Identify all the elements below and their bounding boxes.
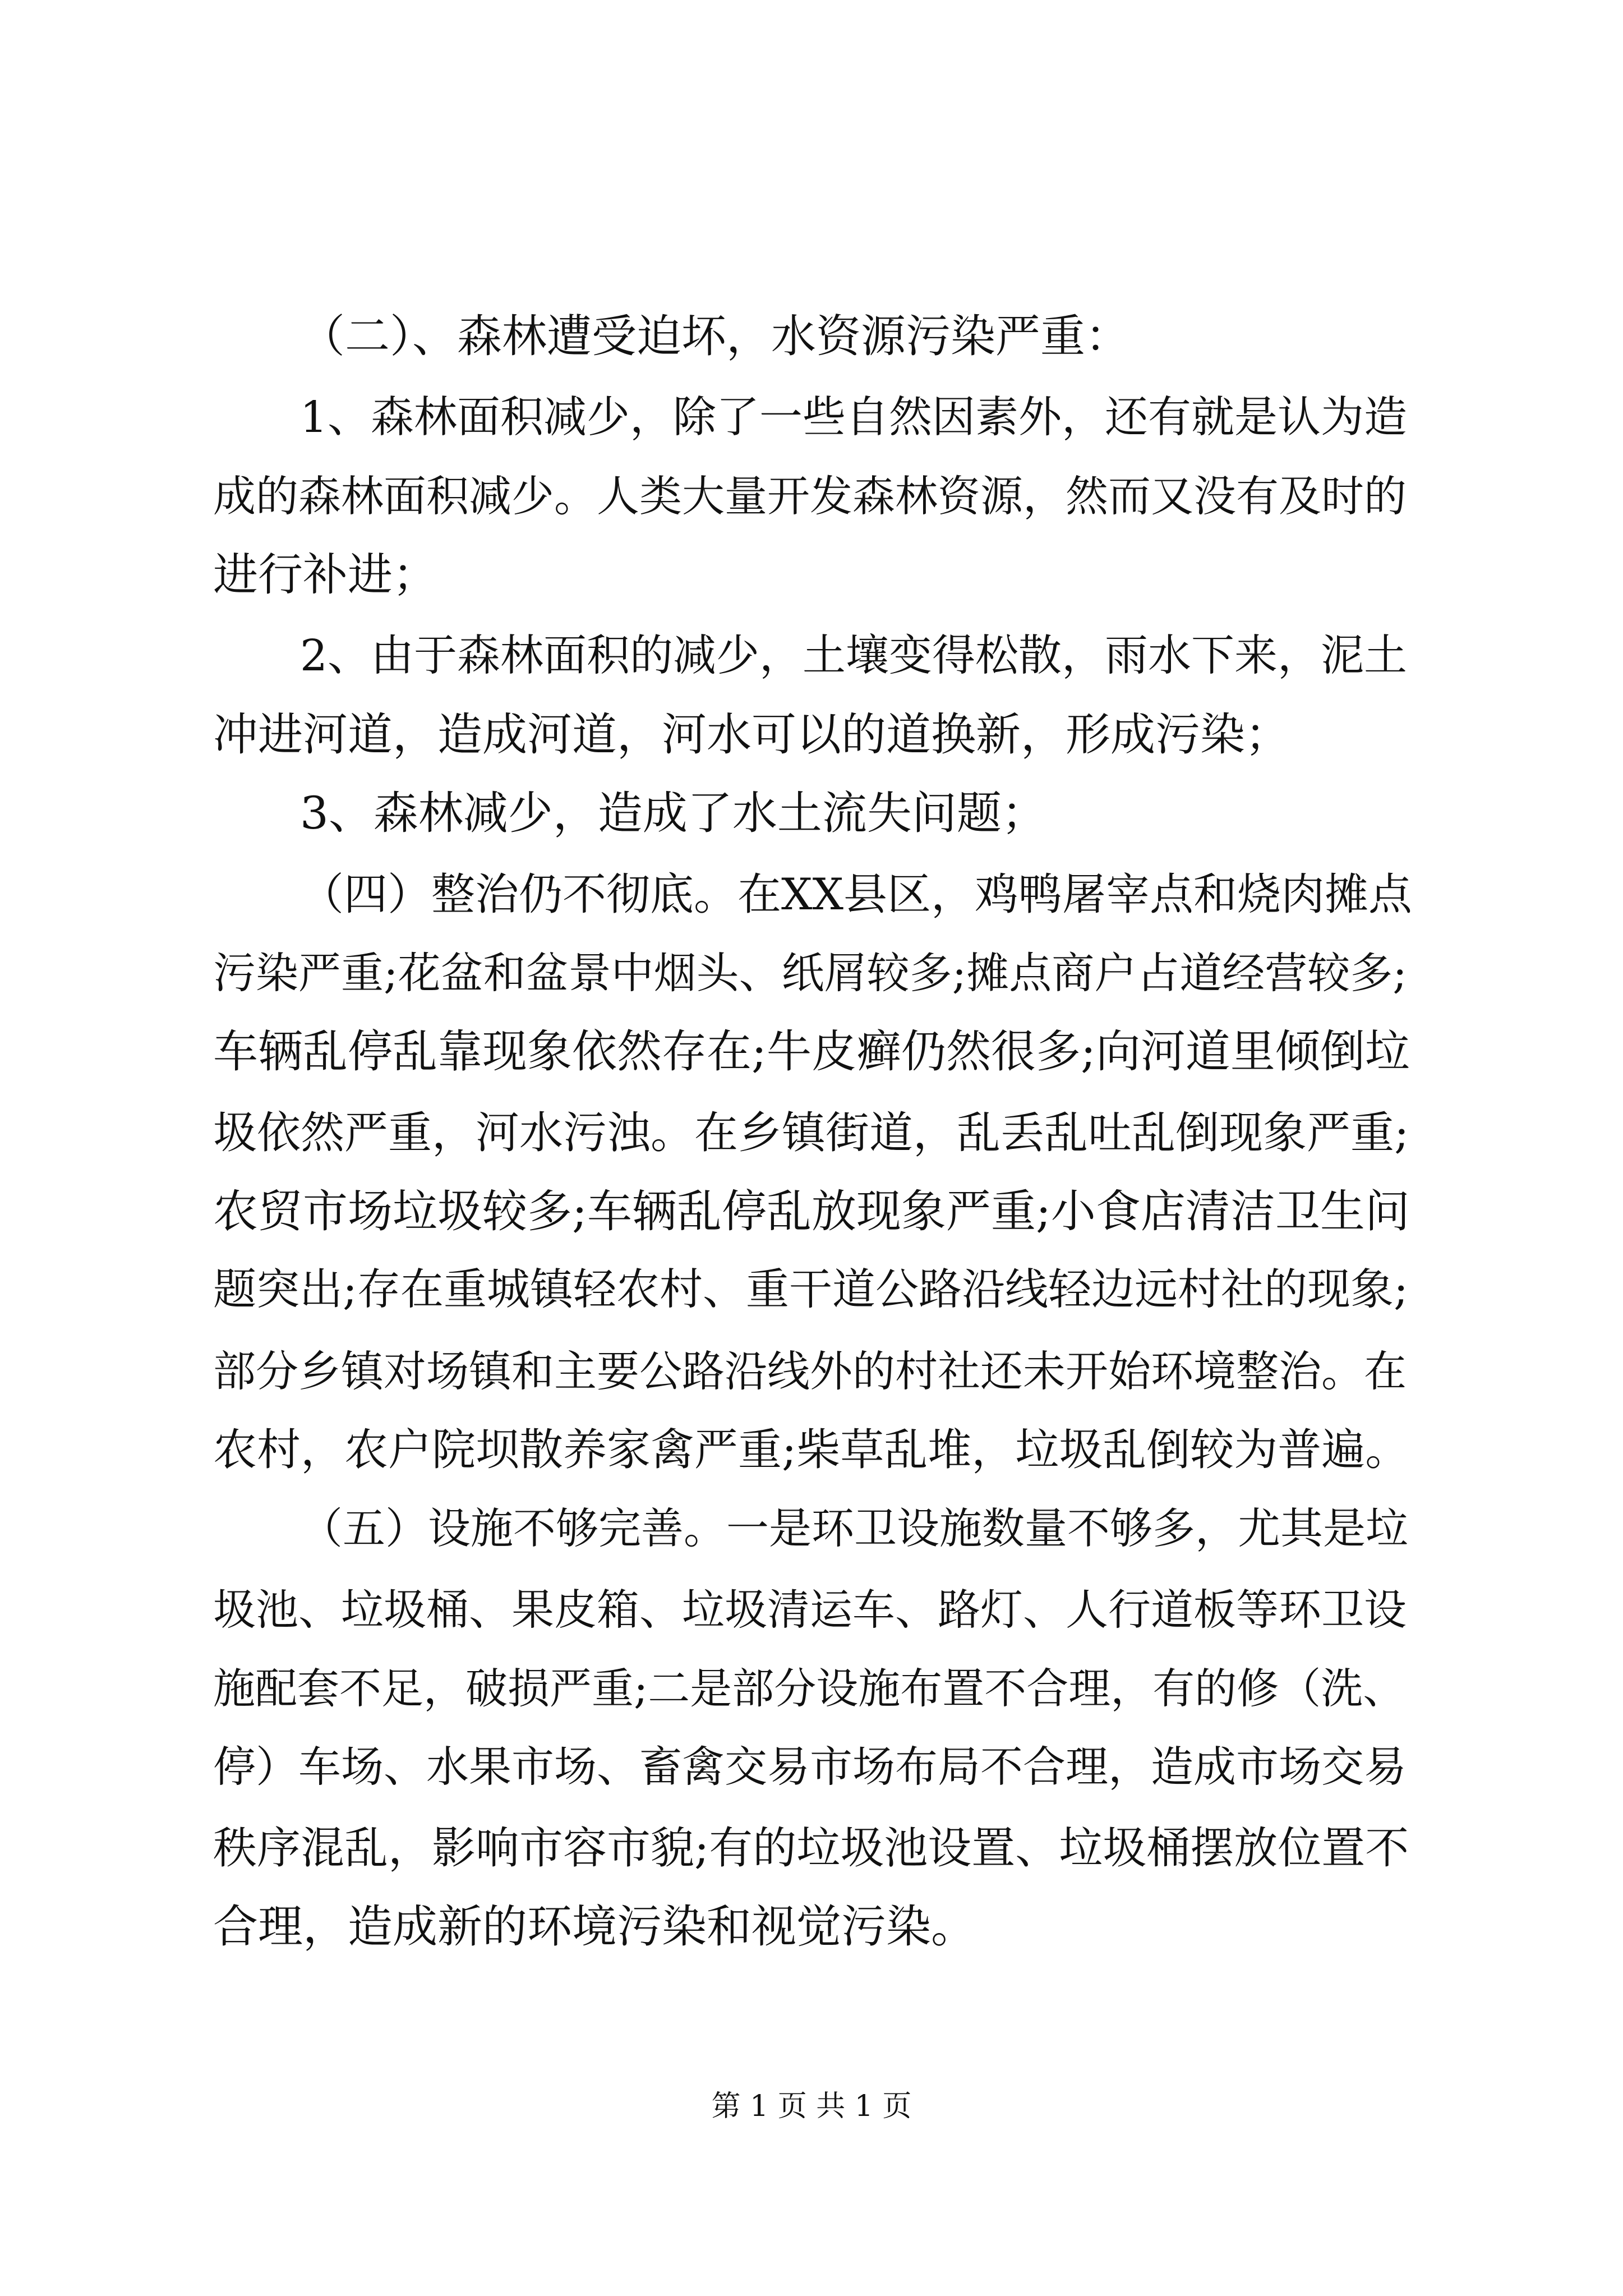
text-line: 停）车场、水果市场、畜禽交易市场布局不合理，造成市场交易 <box>213 1742 1407 1792</box>
text-line: （二）、森林遭受迫坏，水资源污染严重： <box>300 310 1130 362</box>
text-line: 题突出;存在重城镇轻农村、重干道公路沿线轻边远村社的现象; <box>213 1265 1408 1315</box>
text-line: 车辆乱停乱靠现象依然存在;牛皮癣仍然很多;向河道里倾倒垃 <box>213 1025 1410 1078</box>
text-line: 圾依然严重，河水污浊。在乡镇街道，乱丢乱吐乱倒现象严重; <box>213 1108 1409 1158</box>
text-line: 秩序混乱，影响市容市貌;有的垃圾池设置、垃圾桶摆放位置不 <box>213 1823 1409 1874</box>
text-line: 进行补进； <box>213 549 437 601</box>
text-line: 1、森林面积减少，除了一些自然因素外，还有就是认为造 <box>300 393 1407 443</box>
text-line: 农村，农户院坝散养家禽严重;柴草乱堆，垃圾乱倒较为普遍。 <box>213 1425 1409 1475</box>
text-line: 成的森林面积减少。人类大量开发森林资源，然而又没有及时的 <box>213 471 1407 521</box>
page-footer: 第 1 页 共 1 页 <box>711 2090 912 2123</box>
text-line: 3、森林减少，造成了水土流失问题； <box>300 787 1046 839</box>
text-line: 部分乡镇对场镇和主要公路沿线外的村社还未开始环境整治。在 <box>213 1346 1407 1396</box>
text-line: （五）设施不够完善。一是环卫设施数量不够多，尤其是垃 <box>300 1503 1408 1553</box>
text-line: 污染严重;花盆和盆景中烟头、纸屑较多;摊点商户占道经营较多; <box>213 948 1407 998</box>
text-line: 冲进河道，造成河道，河水可以的道换新，形成污染； <box>213 708 1290 761</box>
text-line: 圾池、垃圾桶、果皮箱、垃圾清运车、路灯、人行道板等环卫设 <box>213 1585 1407 1635</box>
text-line: 施配套不足，破损严重;二是部分设施布置不合理，有的修（洗、 <box>213 1664 1405 1713</box>
text-line: 合理，造成新的环境污染和视觉污染。 <box>213 1901 976 1953</box>
text-line: 农贸市场垃圾较多;车辆乱停乱放现象严重;小食店清洁卫生问 <box>213 1185 1410 1237</box>
text-line: （四）整治仍不彻底。在XX县区，鸡鸭屠宰点和烧肉摊点 <box>300 869 1413 920</box>
text-line: 2、由于森林面积的减少，土壤变得松散，雨水下来，泥土 <box>300 631 1407 681</box>
